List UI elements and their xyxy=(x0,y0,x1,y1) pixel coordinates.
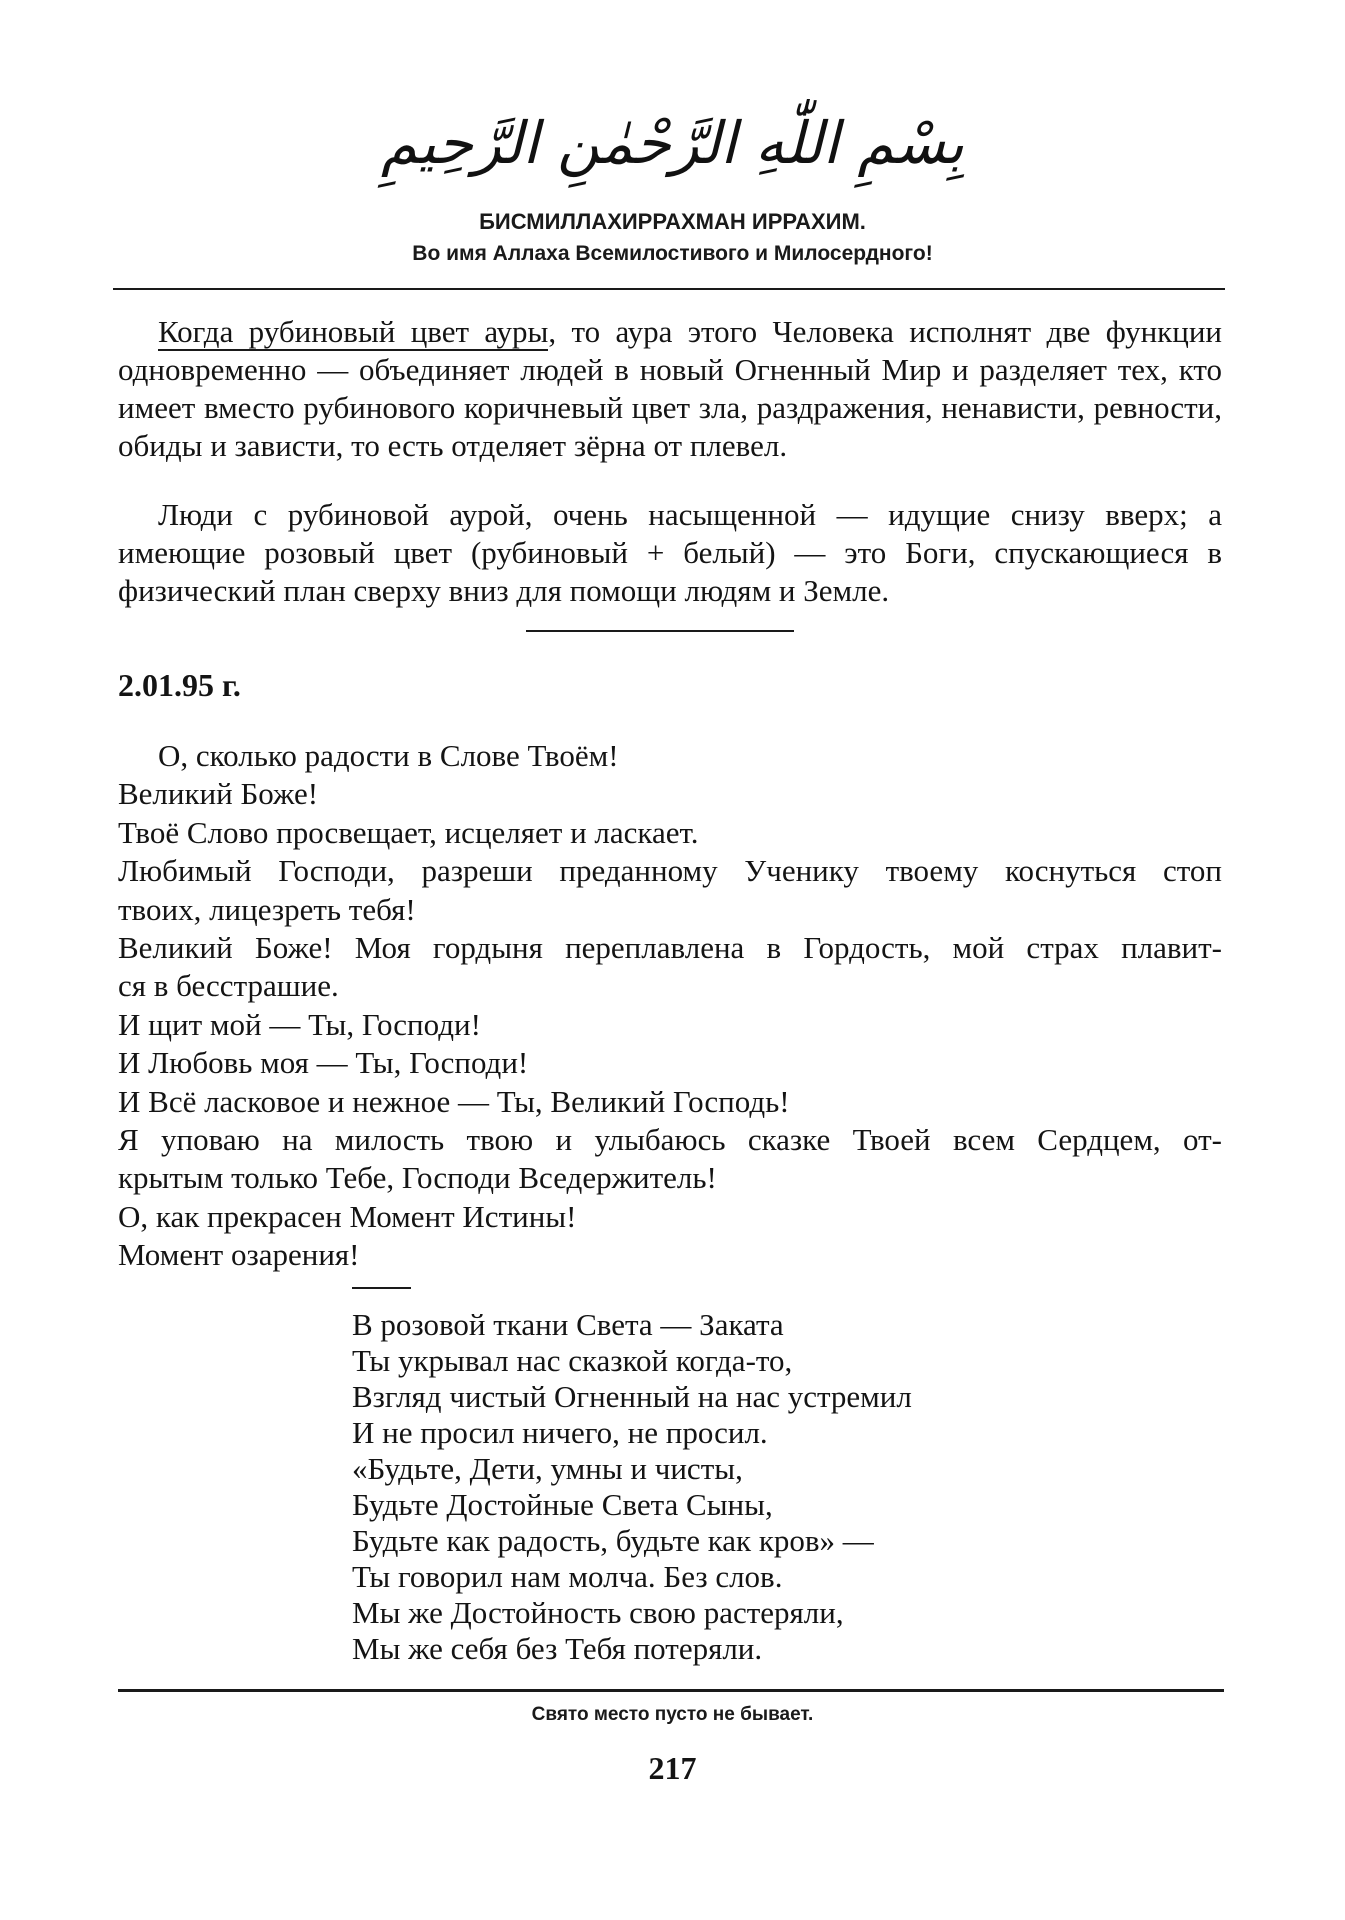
poem-line: И не просил ничего, не просил. xyxy=(352,1415,768,1450)
header-title: БИСМИЛЛАХИРРАХМАН ИРРАХИМ. xyxy=(479,209,866,234)
entry-line: Твоё Слово просвещает, исцеляет и ласкает. xyxy=(118,814,699,850)
entry-line: И Всё ласковое и нежное — Ты, Великий Господь! xyxy=(118,1083,790,1119)
paragraph-ruby-aura xyxy=(118,313,1222,465)
entry-line: Я уповаю на милость твою и улыбаюсь сказке Твоей всем Сердцем, от- xyxy=(118,1122,1222,1158)
poem-line: Взгляд чистый Огненный на нас устремил xyxy=(352,1379,912,1414)
entry-text xyxy=(118,737,1222,1275)
footer-divider xyxy=(118,1689,1224,1692)
poem-line: В розовой ткани Света — Заката xyxy=(352,1307,784,1342)
entry-line: Момент озарения! xyxy=(118,1237,360,1273)
poem-divider xyxy=(352,1287,411,1289)
poem-line: Мы же Достойность свою растеряли, xyxy=(352,1595,844,1630)
arabic-calligraphy: بِسْمِ اللّٰهِ الرَّحْمٰنِ الرَّحِيمِ xyxy=(381,109,964,177)
paragraph-text: Люди с рубиновой аурой, очень насыщенной — идущие снизу вверх; а имеющие розовый цвет (рубиновый + белый) — это Боги, спускающиеся в физический план сверху вниз для помощи людям и Земле. xyxy=(118,497,1222,608)
underlined-phrase: Когда рубиновый цвет ауры xyxy=(158,314,549,349)
section-divider xyxy=(526,630,794,632)
entry-line: О, как прекрасен Момент Истины! xyxy=(118,1198,577,1234)
poem xyxy=(352,1307,912,1667)
header-subtitle: Во имя Аллаха Всемилостивого и Милосердного! xyxy=(412,242,933,265)
entry-line: И щит мой — Ты, Господи! xyxy=(118,1006,481,1042)
entry-line: твоих, лицезреть тебя! xyxy=(118,891,416,927)
poem-line: Ты говорил нам молча. Без слов. xyxy=(352,1559,783,1594)
poem-line: Ты укрывал нас сказкой когда-то, xyxy=(352,1343,793,1378)
entry-line: ся в бесстрашие. xyxy=(118,968,339,1004)
entry-line: Великий Боже! xyxy=(118,776,319,812)
header-divider xyxy=(113,288,1225,290)
paragraph-ruby-people xyxy=(118,496,1222,610)
footer-note: Свято место пусто не бывает. xyxy=(531,1704,814,1725)
entry-line: О, сколько радости в Слове Твоём! xyxy=(158,738,619,773)
entry-line: И Любовь моя — Ты, Господи! xyxy=(118,1045,529,1081)
poem-line: «Будьте, Дети, умны и чисты, xyxy=(352,1451,743,1486)
poem-line: Будьте Достойные Света Сыны, xyxy=(352,1487,773,1522)
entry-date: 2.01.95 г. xyxy=(118,667,241,703)
poem-line: Мы же себя без Тебя потеряли. xyxy=(352,1631,763,1666)
page-number: 217 xyxy=(648,1750,697,1786)
poem-line: Будьте как радость, будьте как кров» — xyxy=(352,1523,874,1558)
entry-line: Любимый Господи, разреши преданному Ученику твоему коснуться стоп xyxy=(118,853,1222,889)
entry-line: крытым только Тебе, Господи Вседержитель! xyxy=(118,1160,717,1196)
entry-line: Великий Боже! Моя гордыня переплавлена в Гордость, мой страх плавит- xyxy=(118,930,1222,966)
paragraph-text: , то аура этого Человека исполнят две функции одновременно — объединяет людей в новый Огненный Мир и разделяет тех, кто имеет вместо рубинового коричневый цвет зла, раздражения, ненависти, ревности, обиды и зависти, то есть отделяет зёрна от плевел. xyxy=(118,314,1223,463)
